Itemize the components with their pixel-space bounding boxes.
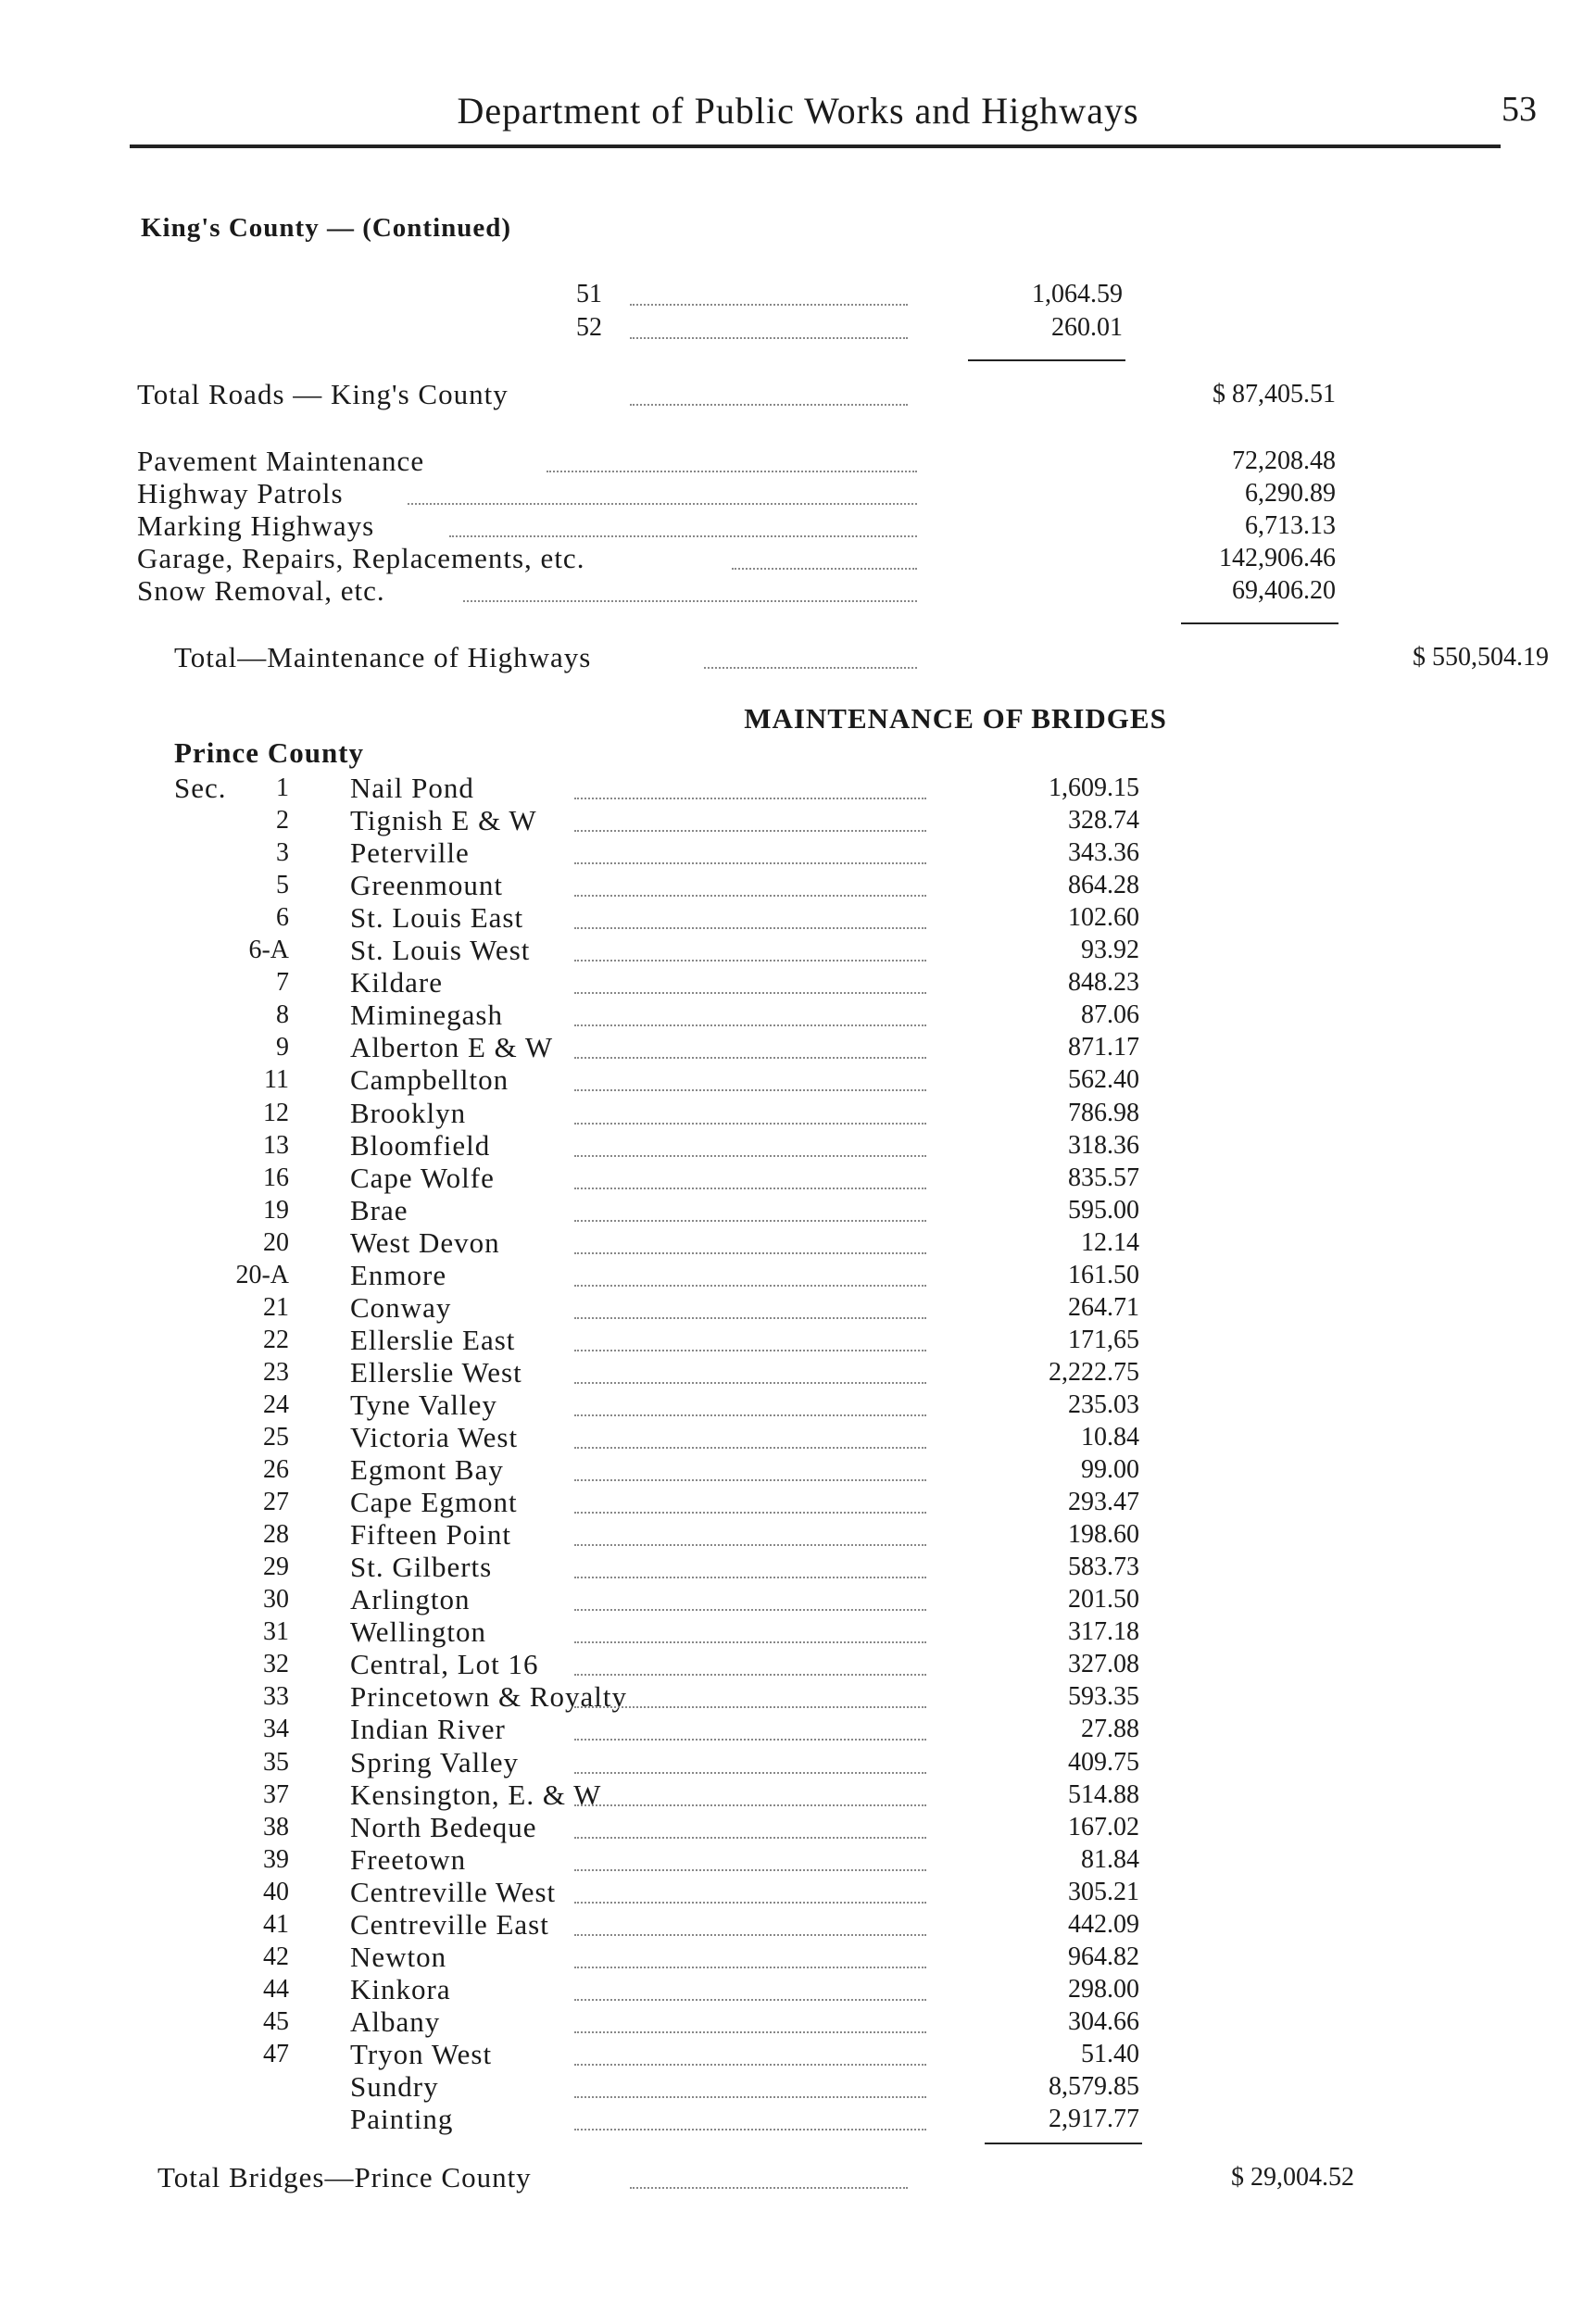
bridge-name: Miminegash bbox=[350, 999, 503, 1031]
bridge-amount: 409.75 bbox=[1068, 1748, 1139, 1777]
bridge-name: Kensington, E. & W bbox=[350, 1778, 602, 1811]
bridge-amount: 81.84 bbox=[1081, 1845, 1139, 1874]
bridge-name: Central, Lot 16 bbox=[350, 1648, 539, 1680]
bridge-sec-number: 26 bbox=[263, 1455, 289, 1484]
leader-dots bbox=[574, 1155, 926, 1157]
bridge-sec-number: 41 bbox=[263, 1910, 289, 1939]
bridge-amount: 317.18 bbox=[1068, 1617, 1139, 1646]
bridge-amount: 318.36 bbox=[1068, 1131, 1139, 1160]
leader-dots bbox=[574, 992, 926, 994]
leader-dots bbox=[574, 1544, 926, 1546]
bridge-sec-number: 28 bbox=[263, 1520, 289, 1549]
bridge-amount: 99.00 bbox=[1081, 1455, 1139, 1484]
bridge-amount: 583.73 bbox=[1068, 1552, 1139, 1581]
county-heading: Prince County bbox=[174, 736, 365, 769]
bridge-amount: 1,609.15 bbox=[1049, 773, 1139, 802]
leader-dots bbox=[574, 1674, 926, 1676]
leader-dots bbox=[574, 830, 926, 832]
bridge-name: Victoria West bbox=[350, 1421, 519, 1453]
bridge-name: West Devon bbox=[350, 1226, 500, 1259]
bridge-name: Spring Valley bbox=[350, 1746, 520, 1778]
bridge-amount: 871.17 bbox=[1068, 1033, 1139, 1062]
bridge-name: Ellerslie East bbox=[350, 1324, 516, 1356]
maintenance-label: Pavement Maintenance bbox=[137, 445, 425, 477]
bridge-amount: 305.21 bbox=[1068, 1878, 1139, 1906]
leader-dots bbox=[574, 1641, 926, 1643]
leader-dots bbox=[574, 1317, 926, 1319]
road-number: 52 bbox=[576, 313, 602, 342]
section-title-kings-county: King's County — (Continued) bbox=[141, 213, 512, 243]
leader-dots bbox=[574, 2064, 926, 2066]
bridge-sec-number: 9 bbox=[276, 1033, 289, 1062]
leader-dots bbox=[574, 1220, 926, 1222]
bridge-sec-number: 32 bbox=[263, 1650, 289, 1678]
bridge-name: Centreville East bbox=[350, 1908, 549, 1941]
section-heading-bridges: MAINTENANCE OF BRIDGES bbox=[744, 702, 1167, 735]
total-bridges-label: Total Bridges—Prince County bbox=[157, 2161, 532, 2193]
leader-dots bbox=[574, 927, 926, 929]
bridge-name: Greenmount bbox=[350, 869, 503, 901]
leader-dots bbox=[574, 1252, 926, 1254]
leader-dots bbox=[574, 798, 926, 799]
subtotal-rule bbox=[985, 2143, 1142, 2144]
maintenance-label: Marking Highways bbox=[137, 509, 375, 542]
bridge-amount: 514.88 bbox=[1068, 1780, 1139, 1809]
leader-dots bbox=[574, 960, 926, 961]
leader-dots bbox=[574, 1382, 926, 1384]
leader-dots bbox=[574, 1285, 926, 1287]
bridge-name: Arlington bbox=[350, 1583, 471, 1615]
bridge-sec-number: 16 bbox=[263, 1163, 289, 1192]
bridge-amount: 87.06 bbox=[1081, 1000, 1139, 1029]
bridge-sec-number: 5 bbox=[276, 871, 289, 899]
bridge-sec-number: 44 bbox=[263, 1975, 289, 2004]
bridge-sec-number: 20-A bbox=[235, 1261, 289, 1289]
bridge-amount: 327.08 bbox=[1068, 1650, 1139, 1678]
leader-dots bbox=[408, 503, 917, 505]
bridge-sec-number: 38 bbox=[263, 1813, 289, 1841]
leader-dots bbox=[574, 1089, 926, 1091]
leader-dots bbox=[574, 1772, 926, 1774]
bridge-sec-number: 8 bbox=[276, 1000, 289, 1029]
bridge-amount: 964.82 bbox=[1068, 1942, 1139, 1971]
leader-dots bbox=[574, 1577, 926, 1578]
leader-dots bbox=[574, 1902, 926, 1904]
bridge-name: Sundry bbox=[350, 2070, 439, 2103]
total-maintenance-amount: $ 550,504.19 bbox=[1413, 643, 1549, 672]
maintenance-amount: 6,713.13 bbox=[1245, 511, 1336, 540]
maintenance-amount: 6,290.89 bbox=[1245, 479, 1336, 508]
bridge-name: Conway bbox=[350, 1291, 452, 1324]
bridge-name: Newton bbox=[350, 1941, 447, 1973]
bridge-sec-number: 29 bbox=[263, 1552, 289, 1581]
bridge-sec-number: 47 bbox=[263, 2040, 289, 2068]
bridge-sec-number: 30 bbox=[263, 1585, 289, 1614]
bridge-name: Kinkora bbox=[350, 1973, 451, 2005]
leader-dots bbox=[574, 1414, 926, 1416]
bridge-amount: 562.40 bbox=[1068, 1065, 1139, 1094]
bridge-sec-number: 37 bbox=[263, 1780, 289, 1809]
bridge-name: Cape Egmont bbox=[350, 1486, 518, 1518]
bridge-name: Egmont Bay bbox=[350, 1453, 504, 1486]
bridge-name: Brae bbox=[350, 1194, 408, 1226]
leader-dots bbox=[630, 304, 908, 306]
bridge-name: St. Gilberts bbox=[350, 1551, 493, 1583]
bridge-amount: 8,579.85 bbox=[1049, 2072, 1139, 2101]
leader-dots bbox=[574, 1999, 926, 2001]
bridge-amount: 298.00 bbox=[1068, 1975, 1139, 2004]
bridge-amount: 2,917.77 bbox=[1049, 2105, 1139, 2133]
leader-dots bbox=[449, 535, 917, 537]
bridge-sec-number: 45 bbox=[263, 2007, 289, 2036]
leader-dots bbox=[574, 1934, 926, 1936]
leader-dots bbox=[463, 600, 917, 602]
maintenance-amount: 69,406.20 bbox=[1232, 576, 1336, 605]
road-amount: 1,064.59 bbox=[1032, 280, 1123, 308]
bridge-name: Tignish E & W bbox=[350, 804, 537, 836]
subtotal-rule bbox=[968, 359, 1125, 361]
leader-dots bbox=[732, 568, 917, 570]
bridge-amount: 235.03 bbox=[1068, 1390, 1139, 1419]
bridge-sec-number: 40 bbox=[263, 1878, 289, 1906]
page-title: Department of Public Works and Highways bbox=[457, 90, 1139, 132]
bridge-amount: 10.84 bbox=[1081, 1423, 1139, 1452]
header-rule bbox=[130, 145, 1501, 148]
bridge-name: St. Louis East bbox=[350, 901, 524, 934]
leader-dots bbox=[630, 2187, 908, 2189]
leader-dots bbox=[574, 1479, 926, 1481]
total-roads-amount: $ 87,405.51 bbox=[1213, 380, 1336, 408]
leader-dots bbox=[547, 471, 917, 472]
bridge-sec-number: 13 bbox=[263, 1131, 289, 1160]
bridge-name: Cape Wolfe bbox=[350, 1162, 495, 1194]
bridge-name: Kildare bbox=[350, 966, 443, 999]
bridge-name: Tryon West bbox=[350, 2038, 493, 2070]
bridge-name: Painting bbox=[350, 2103, 454, 2135]
leader-dots bbox=[574, 1123, 926, 1125]
bridge-amount: 595.00 bbox=[1068, 1196, 1139, 1225]
leader-dots bbox=[574, 1837, 926, 1839]
bridge-amount: 328.74 bbox=[1068, 806, 1139, 835]
leader-dots bbox=[574, 1447, 926, 1449]
bridge-sec-number: 23 bbox=[263, 1358, 289, 1387]
bridge-amount: 171,65 bbox=[1068, 1326, 1139, 1354]
bridge-sec-number: 25 bbox=[263, 1423, 289, 1452]
bridge-amount: 343.36 bbox=[1068, 838, 1139, 867]
bridge-amount: 198.60 bbox=[1068, 1520, 1139, 1549]
bridge-amount: 93.92 bbox=[1081, 936, 1139, 964]
bridge-sec-number: 19 bbox=[263, 1196, 289, 1225]
maintenance-amount: 142,906.46 bbox=[1219, 544, 1336, 572]
leader-dots bbox=[574, 1024, 926, 1026]
bridge-amount: 304.66 bbox=[1068, 2007, 1139, 2036]
bridge-amount: 593.35 bbox=[1068, 1682, 1139, 1711]
bridge-amount: 442.09 bbox=[1068, 1910, 1139, 1939]
bridge-name: Fifteen Point bbox=[350, 1518, 512, 1551]
leader-dots bbox=[574, 1869, 926, 1871]
leader-dots bbox=[630, 404, 908, 406]
leader-dots bbox=[574, 2031, 926, 2033]
bridge-sec-number: 11 bbox=[264, 1065, 289, 1094]
bridge-sec-number: 34 bbox=[263, 1715, 289, 1743]
road-amount: 260.01 bbox=[1051, 313, 1123, 342]
bridge-name: Bloomfield bbox=[350, 1129, 491, 1162]
bridge-sec-number: 20 bbox=[263, 1228, 289, 1257]
bridge-sec-number: 42 bbox=[263, 1942, 289, 1971]
leader-dots bbox=[630, 337, 908, 339]
road-number: 51 bbox=[576, 280, 602, 308]
bridge-name: Nail Pond bbox=[350, 772, 474, 804]
bridge-name: Peterville bbox=[350, 836, 470, 869]
bridge-sec-number: 6-A bbox=[248, 936, 289, 964]
bridge-sec-number: 39 bbox=[263, 1845, 289, 1874]
bridge-name: Enmore bbox=[350, 1259, 447, 1291]
bridge-sec-number: 33 bbox=[263, 1682, 289, 1711]
bridge-amount: 201.50 bbox=[1068, 1585, 1139, 1614]
leader-dots bbox=[574, 1739, 926, 1741]
maintenance-label: Snow Removal, etc. bbox=[137, 574, 385, 607]
bridge-amount: 102.60 bbox=[1068, 903, 1139, 932]
bridge-sec-number: 24 bbox=[263, 1390, 289, 1419]
leader-dots bbox=[574, 1512, 926, 1514]
bridge-name: Brooklyn bbox=[350, 1097, 467, 1129]
maintenance-amount: 72,208.48 bbox=[1232, 446, 1336, 475]
bridge-sec-number: 31 bbox=[263, 1617, 289, 1646]
bridge-amount: 835.57 bbox=[1068, 1163, 1139, 1192]
bridge-amount: 12.14 bbox=[1081, 1228, 1139, 1257]
leader-dots bbox=[574, 1804, 926, 1806]
total-maintenance-label: Total—Maintenance of Highways bbox=[174, 641, 592, 673]
bridge-sec-number: 1 bbox=[276, 773, 289, 802]
leader-dots bbox=[574, 862, 926, 864]
bridge-name: Princetown & Royalty bbox=[350, 1680, 627, 1713]
maintenance-label: Highway Patrols bbox=[137, 477, 344, 509]
page-number: 53 bbox=[1502, 90, 1537, 129]
bridge-name: Indian River bbox=[350, 1713, 506, 1745]
bridge-sec-number: 3 bbox=[276, 838, 289, 867]
bridge-sec-number: 6 bbox=[276, 903, 289, 932]
leader-dots bbox=[704, 667, 917, 669]
total-bridges-amount: $ 29,004.52 bbox=[1231, 2163, 1354, 2192]
maintenance-label: Garage, Repairs, Replacements, etc. bbox=[137, 542, 585, 574]
bridge-name: Centreville West bbox=[350, 1876, 557, 1908]
bridge-name: Albany bbox=[350, 2005, 441, 2038]
leader-dots bbox=[574, 1967, 926, 1968]
bridge-amount: 864.28 bbox=[1068, 871, 1139, 899]
bridge-sec-number: 21 bbox=[263, 1293, 289, 1322]
bridge-amount: 2,222.75 bbox=[1049, 1358, 1139, 1387]
bridge-name: Freetown bbox=[350, 1843, 467, 1876]
bridge-name: Campbellton bbox=[350, 1063, 509, 1096]
bridge-name: Wellington bbox=[350, 1615, 486, 1648]
bridge-amount: 786.98 bbox=[1068, 1099, 1139, 1127]
bridge-amount: 167.02 bbox=[1068, 1813, 1139, 1841]
bridge-amount: 161.50 bbox=[1068, 1261, 1139, 1289]
bridge-amount: 293.47 bbox=[1068, 1488, 1139, 1516]
bridge-amount: 264.71 bbox=[1068, 1293, 1139, 1322]
bridge-name: North Bedeque bbox=[350, 1811, 537, 1843]
total-roads-label: Total Roads — King's County bbox=[137, 378, 509, 410]
bridge-name: Alberton E & W bbox=[350, 1031, 554, 1063]
bridge-sec-number: 22 bbox=[263, 1326, 289, 1354]
bridge-name: St. Louis West bbox=[350, 934, 531, 966]
leader-dots bbox=[574, 2096, 926, 2098]
bridge-sec-number: 7 bbox=[276, 968, 289, 997]
leader-dots bbox=[574, 1706, 926, 1708]
leader-dots bbox=[574, 2129, 926, 2130]
subtotal-rule bbox=[1181, 622, 1338, 624]
bridge-name: Ellerslie West bbox=[350, 1356, 522, 1389]
bridge-sec-number: 12 bbox=[263, 1099, 289, 1127]
leader-dots bbox=[574, 1057, 926, 1059]
leader-dots bbox=[574, 895, 926, 897]
bridge-amount: 51.40 bbox=[1081, 2040, 1139, 2068]
bridge-sec-number: 2 bbox=[276, 806, 289, 835]
bridge-amount: 848.23 bbox=[1068, 968, 1139, 997]
leader-dots bbox=[574, 1188, 926, 1189]
leader-dots bbox=[574, 1350, 926, 1351]
bridge-name: Tyne Valley bbox=[350, 1389, 497, 1421]
sec-label: Sec. bbox=[174, 772, 227, 804]
bridge-amount: 27.88 bbox=[1081, 1715, 1139, 1743]
bridge-sec-number: 35 bbox=[263, 1748, 289, 1777]
bridge-sec-number: 27 bbox=[263, 1488, 289, 1516]
leader-dots bbox=[574, 1609, 926, 1611]
